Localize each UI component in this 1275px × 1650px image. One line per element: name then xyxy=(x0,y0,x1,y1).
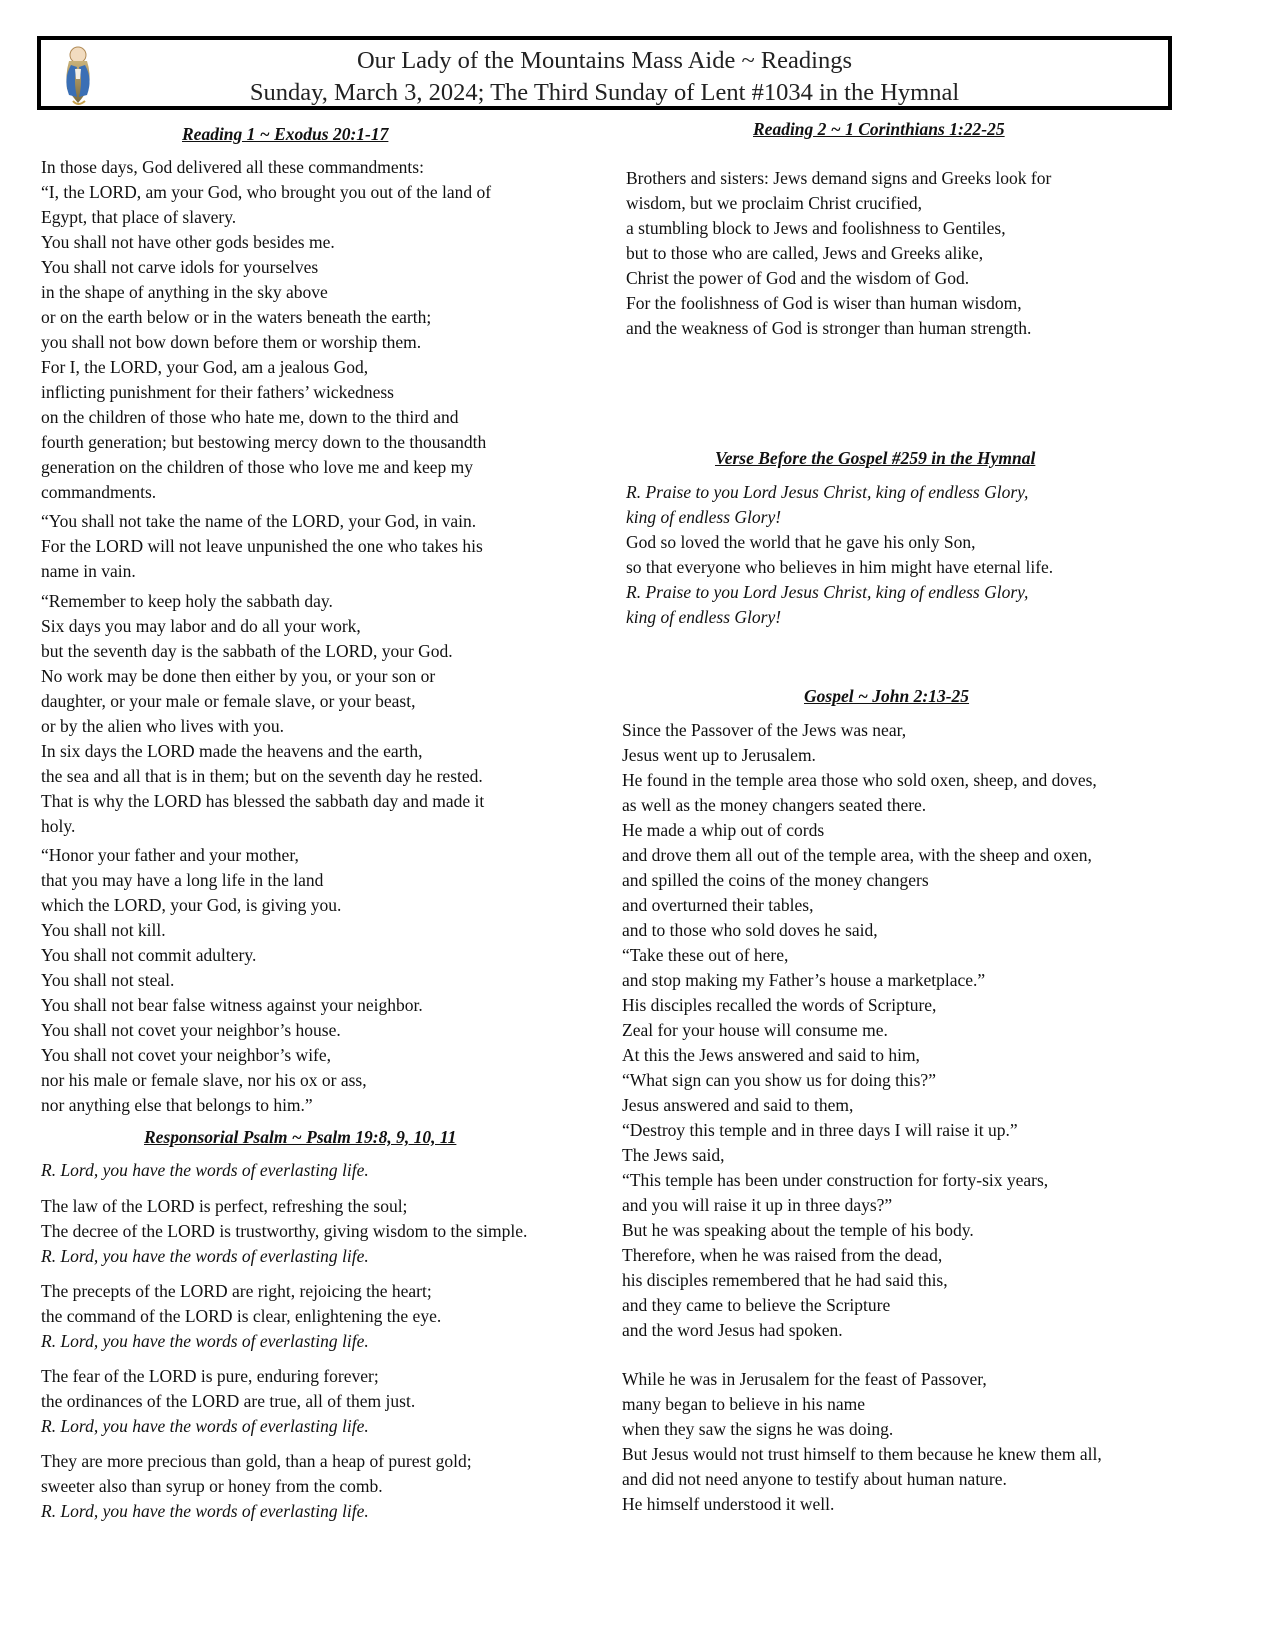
text-line: holy. xyxy=(41,816,76,836)
text-line: You shall not covet your neighbor’s wife, xyxy=(41,1045,332,1065)
psalm-response: R. Lord, you have the words of everlasting life. xyxy=(41,1160,369,1180)
text-line: You shall not covet your neighbor’s house. xyxy=(41,1020,341,1040)
text-line: You shall not steal. xyxy=(41,970,175,990)
verse-refrain-line1: R. Praise to you Lord Jesus Christ, king of endless Glory, xyxy=(626,482,1029,502)
text-line: Christ the power of God and the wisdom of God. xyxy=(626,268,970,288)
psalm-response-line: R. Lord, you have the words of everlasting life. xyxy=(41,1501,369,1521)
text-line: the ordinances of the LORD are true, all of them just. xyxy=(41,1391,416,1411)
text-line: No work may be done then either by you, or your son or xyxy=(41,666,436,686)
verse-refrain-line2: king of endless Glory! xyxy=(626,507,782,527)
text-line: “This temple has been under construction for forty-six years, xyxy=(622,1170,1049,1190)
text-line: The Jews said, xyxy=(622,1145,725,1165)
text-line: a stumbling block to Jews and foolishness to Gentiles, xyxy=(626,218,1006,238)
text-line: and the word Jesus had spoken. xyxy=(622,1320,843,1340)
text-line: “You shall not take the name of the LORD, your God, in vain. xyxy=(41,511,477,531)
text-line: and you will raise it up in three days?” xyxy=(622,1195,893,1215)
verse-body-line: so that everyone who believes in him might have eternal life. xyxy=(626,557,1054,577)
text-line: and stop making my Father’s house a marketplace.” xyxy=(622,970,986,990)
text-line: in the shape of anything in the sky above xyxy=(41,282,328,302)
reading1-para2 xyxy=(41,509,483,584)
text-line: and to those who sold doves he said, xyxy=(622,920,878,940)
text-line: Brothers and sisters: Jews demand signs and Greeks look for xyxy=(626,168,1052,188)
text-line: You shall not kill. xyxy=(41,920,166,940)
text-line: the sea and all that is in them; but on the seventh day he rested. xyxy=(41,766,483,786)
text-line: But he was speaking about the temple of his body. xyxy=(622,1220,974,1240)
text-line: daughter, or your male or female slave, or your beast, xyxy=(41,691,416,711)
gospel-para1 xyxy=(622,718,1097,1343)
text-line: and overturned their tables, xyxy=(622,895,814,915)
text-line: on the children of those who hate me, down to the third and xyxy=(41,407,459,427)
text-line: The decree of the LORD is trustworthy, giving wisdom to the simple. xyxy=(41,1221,528,1241)
header-title-line1: Our Lady of the Mountains Mass Aide ~ Readings xyxy=(356,47,853,74)
verse-title: Verse Before the Gospel #259 in the Hymnal xyxy=(715,448,1036,468)
text-line: For the LORD will not leave unpunished the one who takes his xyxy=(41,536,483,556)
text-line: You shall not have other gods besides me. xyxy=(41,232,335,252)
text-line: While he was in Jerusalem for the feast of Passover, xyxy=(622,1369,987,1389)
reading1-title: Reading 1 ~ Exodus 20:1-17 xyxy=(182,124,389,144)
text-line: name in vain. xyxy=(41,561,136,581)
text-line: At this the Jews answered and said to him, xyxy=(622,1045,920,1065)
text-line: Six days you may labor and do all your work, xyxy=(41,616,361,636)
text-line: inflicting punishment for their fathers’ wickedness xyxy=(41,382,394,402)
verse-refrain-line2: king of endless Glory! xyxy=(626,607,782,627)
text-line: or by the alien who lives with you. xyxy=(41,716,285,736)
text-line: “I, the LORD, am your God, who brought you out of the land of xyxy=(41,182,492,202)
page-header xyxy=(37,36,1172,110)
text-line: commandments. xyxy=(41,482,157,502)
text-line: “Remember to keep holy the sabbath day. xyxy=(41,591,333,611)
text-line: His disciples recalled the words of Scripture, xyxy=(622,995,937,1015)
text-line: Zeal for your house will consume me. xyxy=(622,1020,888,1040)
text-line: sweeter also than syrup or honey from the comb. xyxy=(41,1476,383,1496)
text-line: nor his male or female slave, nor his ox or ass, xyxy=(41,1070,367,1090)
header-title-line2: Sunday, March 3, 2024; The Third Sunday of Lent #1034 in the Hymnal xyxy=(249,79,960,106)
psalm-response-line: R. Lord, you have the words of everlasting life. xyxy=(41,1416,369,1436)
text-line: nor anything else that belongs to him.” xyxy=(41,1095,313,1115)
gospel-title: Gospel ~ John 2:13-25 xyxy=(804,686,970,706)
text-line: You shall not carve idols for yourselves xyxy=(41,257,319,277)
reading1-para4 xyxy=(41,843,423,1118)
text-line: Egypt, that place of slavery. xyxy=(41,207,237,227)
text-line: and did not need anyone to testify about human nature. xyxy=(622,1469,1007,1489)
text-line: “Take these out of here, xyxy=(622,945,789,965)
text-line: “Destroy this temple and in three days I will raise it up.” xyxy=(622,1120,1018,1140)
verse-refrain-line1: R. Praise to you Lord Jesus Christ, king of endless Glory, xyxy=(626,582,1029,602)
text-line: They are more precious than gold, than a heap of purest gold; xyxy=(41,1451,472,1471)
text-line: or on the earth below or in the waters beneath the earth; xyxy=(41,307,432,327)
text-line: Since the Passover of the Jews was near, xyxy=(622,720,907,740)
text-line: Jesus answered and said to them, xyxy=(622,1095,854,1115)
psalm-stanza-1 xyxy=(41,1194,527,1269)
psalm-stanza-3 xyxy=(41,1364,415,1439)
text-line: For the foolishness of God is wiser than human wisdom, xyxy=(626,293,1022,313)
text-line: He made a whip out of cords xyxy=(622,820,825,840)
text-line: In those days, God delivered all these commandments: xyxy=(41,157,424,177)
text-line: many began to believe in his name xyxy=(622,1394,865,1414)
text-line: generation on the children of those who love me and keep my xyxy=(41,457,474,477)
text-line: In six days the LORD made the heavens and the earth, xyxy=(41,741,423,761)
text-line: and they came to believe the Scripture xyxy=(622,1295,891,1315)
text-line: as well as the money changers seated there. xyxy=(622,795,927,815)
text-line: but to those who are called, Jews and Greeks alike, xyxy=(626,243,984,263)
text-line: The fear of the LORD is pure, enduring forever; xyxy=(41,1366,379,1386)
verse-body-line: God so loved the world that he gave his only Son, xyxy=(626,532,976,552)
reading1-para1 xyxy=(41,155,491,505)
text-line: that you may have a long life in the land xyxy=(41,870,324,890)
psalm-response-line: R. Lord, you have the words of everlasting life. xyxy=(41,1331,369,1351)
text-line: Jesus went up to Jerusalem. xyxy=(622,745,816,765)
psalm-stanza-2 xyxy=(41,1279,441,1354)
text-line: fourth generation; but bestowing mercy down to the thousandth xyxy=(41,432,487,452)
psalm-title: Responsorial Psalm ~ Psalm 19:8, 9, 10, 11 xyxy=(144,1127,457,1147)
text-line: For I, the LORD, your God, am a jealous God, xyxy=(41,357,369,377)
text-line: “What sign can you show us for doing this?” xyxy=(622,1070,936,1090)
text-line: his disciples remembered that he had said this, xyxy=(622,1270,948,1290)
text-line: That is why the LORD has blessed the sabbath day and made it xyxy=(41,791,485,811)
verse-text xyxy=(626,480,1053,630)
text-line: Therefore, when he was raised from the dead, xyxy=(622,1245,943,1265)
text-line: “Honor your father and your mother, xyxy=(41,845,299,865)
text-line: wisdom, but we proclaim Christ crucified, xyxy=(626,193,922,213)
gospel-para2 xyxy=(622,1367,1102,1517)
text-line: when they saw the signs he was doing. xyxy=(622,1419,894,1439)
psalm-response-line: R. Lord, you have the words of everlasting life. xyxy=(41,1246,369,1266)
text-line: He found in the temple area those who sold oxen, sheep, and doves, xyxy=(622,770,1097,790)
text-line: and spilled the coins of the money changers xyxy=(622,870,929,890)
text-line: and the weakness of God is stronger than human strength. xyxy=(626,318,1032,338)
text-line: but the seventh day is the sabbath of the LORD, your God. xyxy=(41,641,453,661)
text-line: He himself understood it well. xyxy=(622,1494,835,1514)
text-line: But Jesus would not trust himself to them because he knew them all, xyxy=(622,1444,1102,1464)
text-line: and drove them all out of the temple area, with the sheep and oxen, xyxy=(622,845,1092,865)
reading2-title: Reading 2 ~ 1 Corinthians 1:22-25 xyxy=(753,119,1005,139)
text-line: You shall not bear false witness against your neighbor. xyxy=(41,995,423,1015)
reading2-text xyxy=(626,166,1051,341)
text-line: which the LORD, your God, is giving you. xyxy=(41,895,342,915)
text-line: you shall not bow down before them or worship them. xyxy=(41,332,422,352)
text-line: The precepts of the LORD are right, rejoicing the heart; xyxy=(41,1281,432,1301)
text-line: The law of the LORD is perfect, refreshing the soul; xyxy=(41,1196,408,1216)
reading1-para3 xyxy=(41,589,484,839)
text-line: the command of the LORD is clear, enlightening the eye. xyxy=(41,1306,442,1326)
psalm-stanza-4 xyxy=(41,1449,472,1524)
text-line: You shall not commit adultery. xyxy=(41,945,257,965)
